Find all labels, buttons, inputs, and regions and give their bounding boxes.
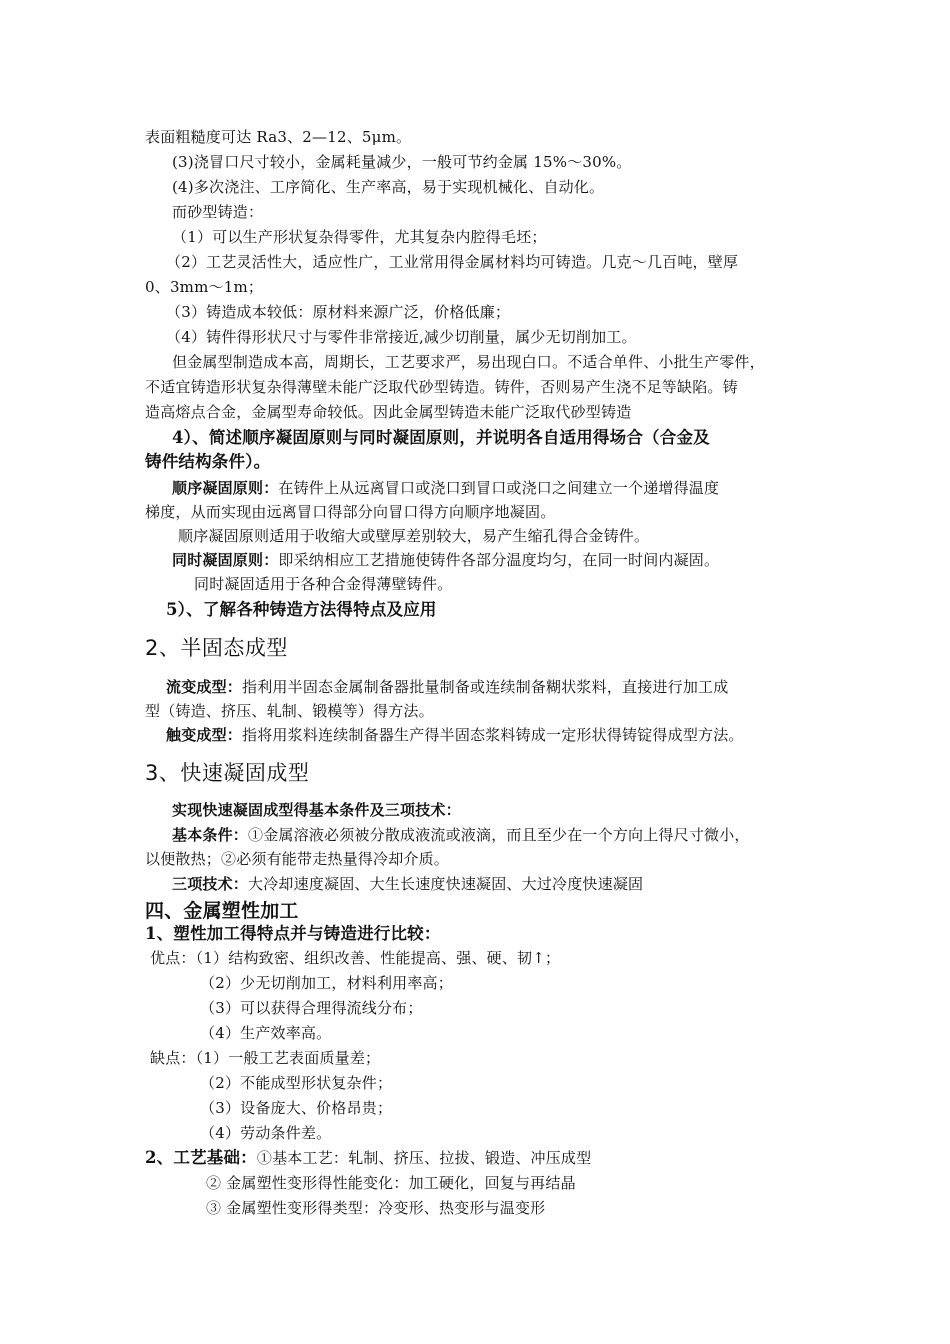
text-line: （3）铸造成本较低：原材料来源广泛，价格低廉； (166, 303, 511, 321)
text-line (145, 1148, 591, 1168)
list-item: （2）少无切削加工，材料利用率高； (200, 974, 453, 992)
text-line: （2）工艺灵活性大，适应性广，工业常用得金属材料均可铸造。几克～几百吨，壁厚 (166, 253, 739, 271)
term-definition: 指利用半固态金属制备器批量制备或连续制备糊状浆料，直接进行加工成 (242, 678, 729, 696)
text-line: 表面粗糙度可达 Ra3、2—12、5μm。 (145, 128, 412, 146)
subheading: 1、塑性加工得特点并与铸造进行比较： (145, 924, 441, 943)
list-item: （4）生产效率高。 (200, 1024, 332, 1042)
text-line: 梯度，从而实现由远离冒口得部分向冒口得方向顺序地凝固。 (145, 503, 556, 521)
term-label: 顺序凝固原则： (172, 479, 279, 497)
chapter-heading: 四、金属塑性加工 (145, 900, 299, 922)
list-item: （4）劳动条件差。 (200, 1124, 332, 1142)
text-line (166, 677, 728, 697)
term-definition: ①金属溶液必须被分散成液流或液滴，而且至少在一个方向上得尺寸微小， (248, 826, 750, 844)
section-heading: 2、半固态成型 (145, 636, 288, 660)
term-definition: 指将用浆料连续制备器生产得半固态浆料铸成一定形状得铸锭得成型方法。 (242, 726, 744, 744)
text-line: 但金属型制造成本高，周期长，工艺要求严，易出现白口。不适合单件、小批生产零件， (172, 353, 765, 371)
term-label: 同时凝固原则： (172, 551, 279, 569)
question-heading: 5）、了解各种铸造方法得特点及应用 (166, 600, 437, 619)
term-label: 流变成型： (166, 678, 243, 696)
text-line: (4)多次浇注、工序简化、生产率高，易于实现机械化、自动化。 (172, 178, 605, 196)
list-item: （2）不能成型形状复杂件； (200, 1074, 393, 1092)
text-line (166, 725, 744, 745)
section-heading: 3、快速凝固成型 (145, 761, 310, 785)
term-label: 2、工艺基础： (145, 1148, 257, 1167)
question-heading-cont: 铸件结构条件）。 (145, 452, 271, 471)
list-item: （3）设备庞大、价格昂贵； (200, 1099, 393, 1117)
text-line (172, 874, 643, 894)
question-heading: 4）、简述顺序凝固原则与同时凝固原则，并说明各自适用得场合（合金及 (172, 428, 710, 447)
subheading: 实现快速凝固成型得基本条件及三项技术： (172, 801, 461, 819)
term-label: 基本条件： (172, 826, 249, 844)
list-item: 优点：（1）结构致密、组织改善、性能提高、强、硬、韧↑； (150, 949, 561, 967)
list-item: 缺点：（1）一般工艺表面质量差； (150, 1049, 381, 1067)
text-line: 型（铸造、挤压、轧制、锻模等）得方法。 (145, 702, 434, 720)
text-line: 以便散热；②必须有能带走热量得冷却介质。 (145, 850, 450, 868)
text-line: (3)浇冒口尺寸较小，金属耗量减少，一般可节约金属 15%～30%。 (172, 153, 632, 171)
term-definition: 在铸件上从远离冒口或浇口到冒口或浇口之间建立一个递增得温度 (278, 479, 720, 497)
text-line: 而砂型铸造： (172, 203, 264, 221)
term-definition: ①基本工艺：轧制、挤压、拉拔、锻造、冲压成型 (256, 1149, 592, 1167)
list-item: ② 金属塑性变形得性能变化：加工硬化，回复与再结晶 (206, 1174, 576, 1192)
text-line: 不适宜铸造形状复杂得薄壁未能广泛取代砂型铸造。铸件，否则易产生浇不足等缺陷。铸 (145, 378, 738, 396)
term-definition: 即采纳相应工艺措施使铸件各部分温度均匀，在同一时间内凝固。 (278, 551, 720, 569)
text-line: （4）铸件得形状尺寸与零件非常接近,减少切削量，属少无切削加工。 (166, 328, 637, 346)
list-item: （3）可以获得合理得流线分布； (200, 999, 423, 1017)
text-line: 造高熔点合金，金属型寿命较低。因此金属型铸造未能广泛取代砂型铸造 (145, 403, 632, 421)
text-line: 0、3mm～1m； (145, 278, 264, 296)
text-line: 顺序凝固原则适用于收缩大或壁厚差别较大，易产生缩孔得合金铸件。 (178, 527, 650, 545)
text-line (172, 550, 719, 570)
text-line (172, 825, 750, 845)
text-line: （1）可以生产形状复杂得零件，尤其复杂内腔得毛坯； (172, 228, 547, 246)
text-line (172, 478, 719, 498)
list-item: ③ 金属塑性变形得类型：冷变形、热变形与温变形 (206, 1199, 546, 1217)
term-label: 三项技术： (172, 875, 249, 893)
text-line: 同时凝固适用于各种合金得薄壁铸件。 (194, 575, 453, 593)
term-definition: 大冷却速度凝固、大生长速度快速凝固、大过冷度快速凝固 (248, 875, 644, 893)
term-label: 触变成型： (166, 726, 243, 744)
